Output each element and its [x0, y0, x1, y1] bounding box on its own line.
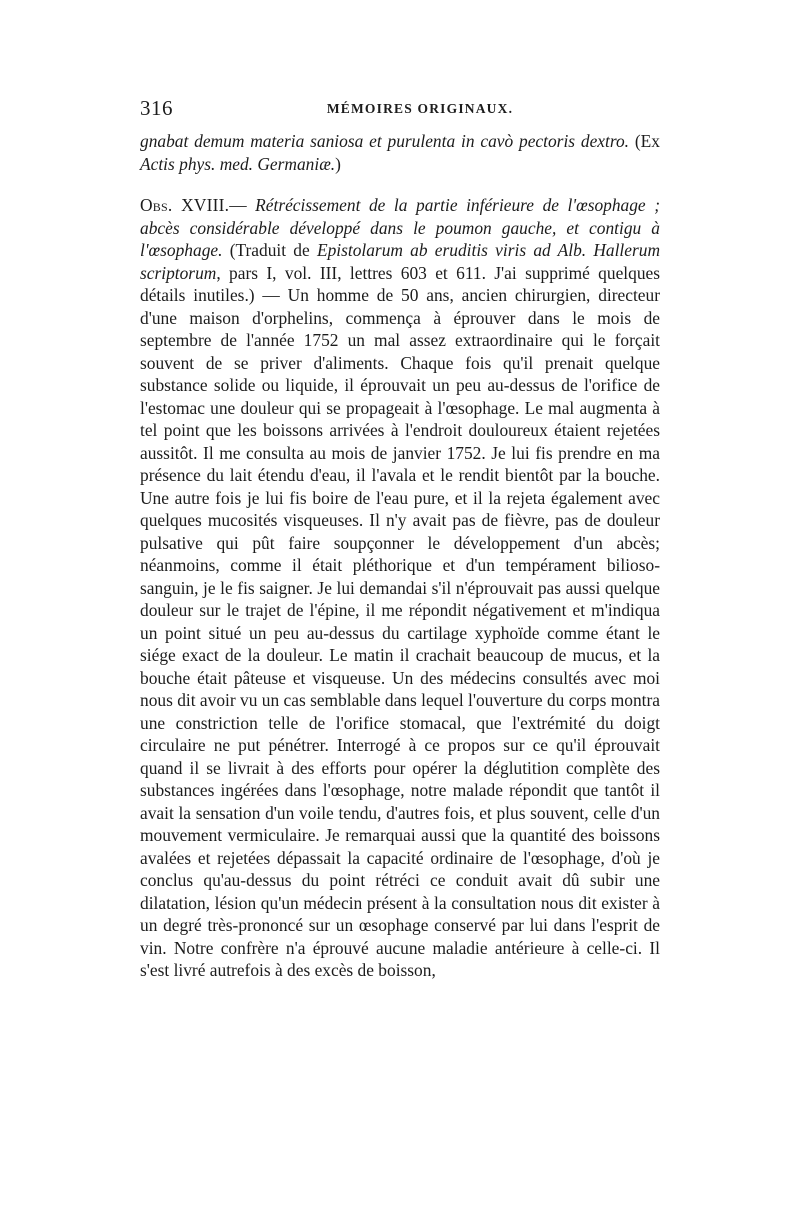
translation-note-open: (Traduit de — [222, 240, 317, 260]
latin-quote: gnabat demum materia saniosa et purulenta in cavò pectoris dextro. — [140, 131, 630, 151]
source-close: ) — [335, 153, 341, 174]
running-title: MÉMOIRES ORIGINAUX. — [326, 101, 514, 116]
intro-paragraph — [140, 130, 660, 175]
observation-dash: — — [229, 195, 256, 215]
observation-paragraph — [140, 194, 660, 982]
translation-source-title: Epistolarum ab eruditis viris ad Alb. Hallerum scriptorum — [140, 240, 661, 283]
book-page — [140, 96, 660, 982]
observation-number: Obs. XVIII. — [140, 195, 230, 215]
observation-body: , pars I, vol. III, lettres 603 et 611. J'ai supprimé quelques détails inutiles.) — Un homme de 50 ans, ancien chirurgien, directeur d'une maison d'orphelins, commença à éprouver dans le mois de septembre de l'année 1752 un mal assez extraordinaire qui le forçait souvent de se priver d'aliments. Chaque fois qu'il prenait quelque substance solide ou liquide, il éprouvait un peu au-dessus de l'orifice de l'estomac une douleur qui se propageait à l'œsophage. Le mal augmenta à tel point que les boissons arrivées à l'endroit douloureux étaient rejetées aussitôt. Il me consulta au mois de janvier 1752. Je lui fis prendre en ma présence du lait étendu d'eau, il l'avala et le rendit bientôt par la bouche. Une autre fois je lui fis boire de l'eau pure, et il la rejeta également avec quelques mucosités visqueuses. Il n'y avait pas de fièvre, pas de douleur pulsative qui pût faire soupçonner le développement d'un abcès; néanmoins, comme il était pléthorique et d'un tempérament bilioso-sanguin, je le fis saigner. Je lui demandai s'il n'éprouvait pas aussi quelque douleur sur le trajet de l'épine, il me répondit négativement et m'indiqua un point situé un peu au-dessus du cartilage xyphoïde comme étant le siége exact de la douleur. Le matin il crachait beaucoup de mucus, et la bouche était pâteuse et visqueuse. Un des médecins consultés avec moi nous dit avoir vu un cas semblable dans lequel l'ouverture du corps montra une constriction telle de l'orifice stomacal, que l'extrémité du doigt circulaire ne put pénétrer. Interrogé à ce propos sur ce qu'il éprouvait quand il se livrait à des efforts pour opérer la déglutition complète des substances ingérées dans l'œsophage, notre malade répondit que tantôt il avait la sensation d'un voile tendu, d'autres fois, et plus souvent, celle d'un mouvement vermiculaire. Je remarquai aussi que la quantité des boissons avalées et rejetées dépassait la capacité ordinaire de l'œsophage, d'où je conclus qu'au-dessus du point rétréci ce conduit avait dû subir une dilatation, lésion qu'un médecin présent à la consultation nous dit exister à un degré très-prononcé sur un œsophage conservé par lui dans l'esprit de vin. Notre confrère n'a éprouvé aucune maladie antérieure à celle-ci. Il s'est livré autrefois à des excès de boisson, — [140, 262, 660, 980]
source-title: Actis phys. med. Germaniæ. — [140, 153, 336, 174]
page-number: 316 — [140, 96, 173, 120]
body-text — [140, 130, 660, 982]
running-head — [140, 96, 660, 124]
observation-title: Rétrécissement de la partie inférieure de l'œsophage ; abcès considérable développé dans le poumon gauche, et contigu à l'œsophage. — [140, 195, 660, 260]
source-open: (Ex — [634, 131, 660, 151]
